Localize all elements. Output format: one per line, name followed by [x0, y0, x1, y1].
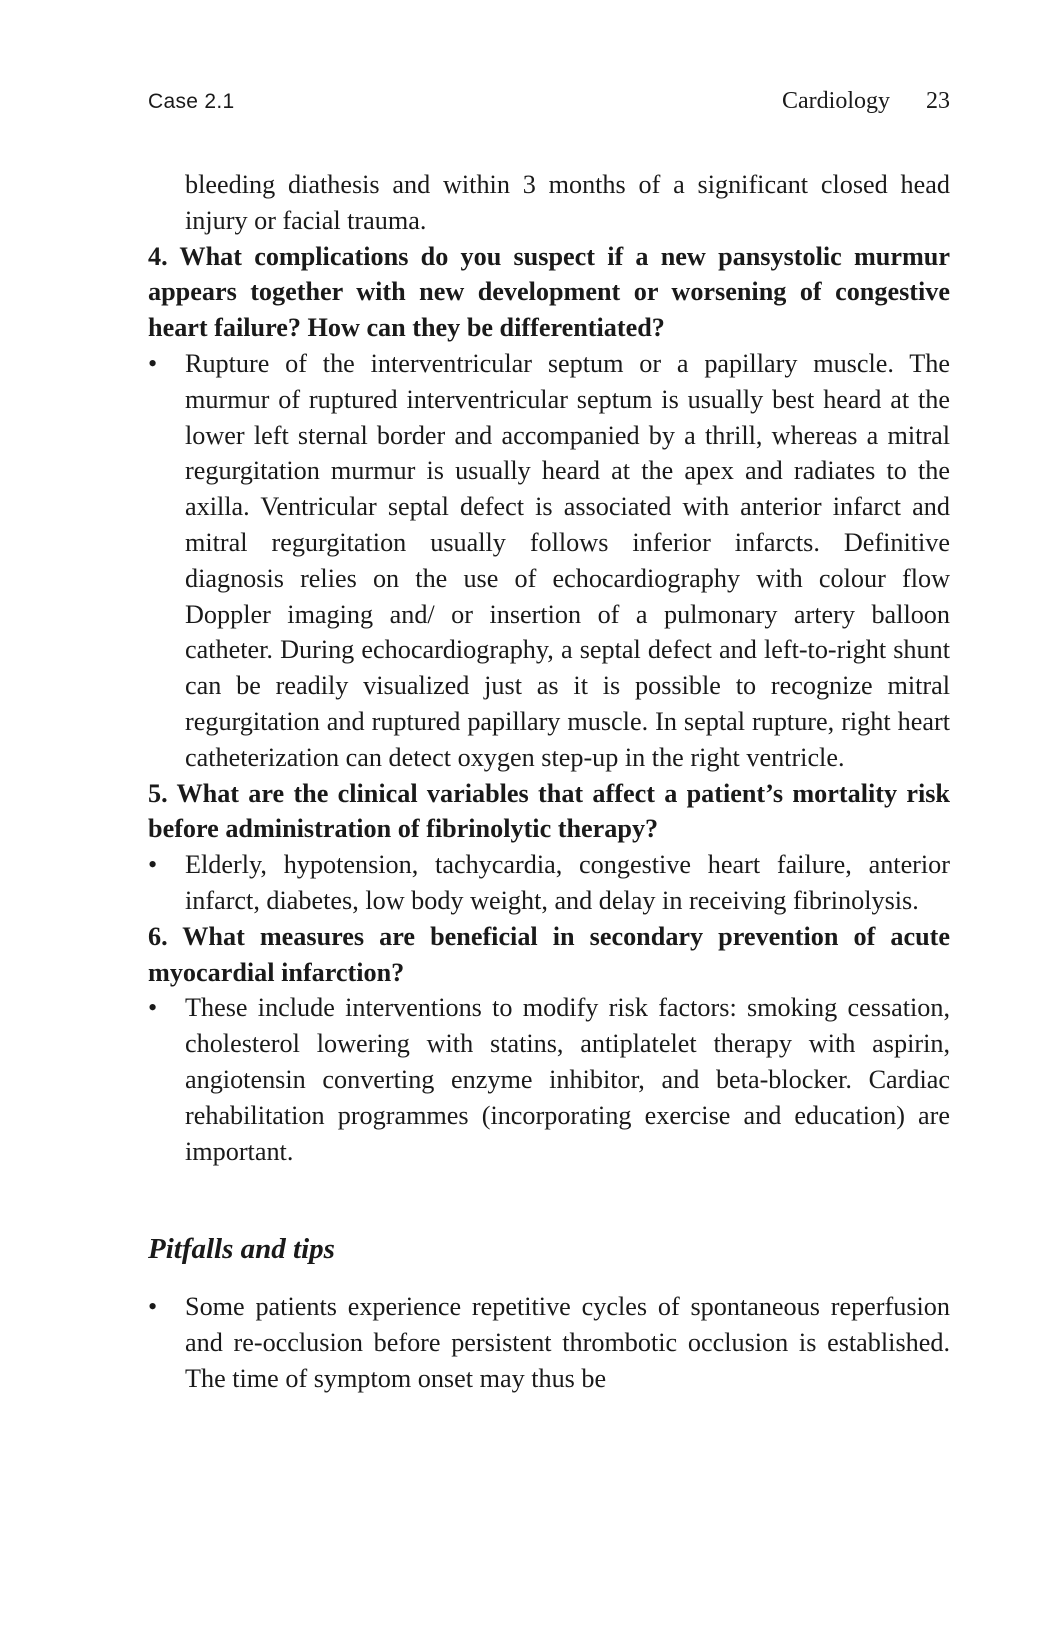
chapter-header	[782, 88, 950, 115]
pitfalls-bullet-text: Some patients experience repetitive cycles of spontaneous reperfusion and re-occlusion before persistent thrombotic occlusion is established. The time of symptom onset may thus be	[185, 1292, 950, 1393]
section-heading-pitfalls: Pitfalls and tips	[148, 1233, 335, 1266]
answer-6-text: These include interventions to modify risk factors: smoking cessation, cholesterol lowering with statins, antiplatelet therapy with aspirin, angiotensin converting enzyme inhibitor, and beta-blocker. Cardiac rehabilitation programmes (incorporating exercise and education) are important.	[185, 993, 950, 1166]
pitfalls-bullet	[148, 1289, 950, 1396]
answer-5	[148, 847, 950, 919]
question-4: 4. What complications do you suspect if a new pansystolic murmur appears together with new development or worsening of congestive heart failure? How can they be differentiated?	[148, 241, 950, 343]
bullet-icon: •	[148, 1292, 158, 1322]
bullet-icon: •	[148, 348, 158, 378]
question-6: 6. What measures are beneficial in secondary prevention of acute myocardial infarction?	[148, 921, 950, 987]
answer-5-text: Elderly, hypotension, tachycardia, congestive heart failure, anterior infarct, diabetes, low body weight, and delay in receiving fibrinolysis.	[185, 850, 950, 915]
page-number: 23	[926, 88, 950, 114]
running-head	[148, 88, 950, 122]
answer-6	[148, 990, 950, 1169]
question-5: 5. What are the clinical variables that affect a patient’s mortality risk before administration of fibrinolytic therapy?	[148, 778, 950, 844]
answer-4-text: Rupture of the interventricular septum or a papillary muscle. The murmur of ruptured interventricular septum is usually best heard at the lower left sternal border and accompanied by a thrill, whereas a mitral regurgitation murmur is usually heard at the apex and radiates to the axilla. Ventricular septal defect is associated with anterior infarct and mitral regurgitation usually follows inferior infarcts. Definitive diagnosis relies on the use of echocardiography with colour flow Doppler imaging and/ or insertion of a pulmonary artery balloon catheter. During echocardiography, a septal defect and left-to-right shunt can be readily visualized just as it is possible to recognize mitral regurgitation and ruptured papillary muscle. In septal rupture, right heart catheterization can detect oxygen step-up in the right ventricle.	[185, 348, 950, 772]
page-body	[148, 167, 950, 1397]
continued-paragraph: bleeding diathesis and within 3 months of a significant closed head injury or facial trauma.	[185, 170, 950, 235]
case-label: Case 2.1	[148, 90, 235, 113]
answer-4	[148, 346, 950, 776]
bullet-icon: •	[148, 993, 158, 1023]
bullet-icon: •	[148, 850, 158, 880]
chapter-title: Cardiology	[782, 88, 890, 114]
